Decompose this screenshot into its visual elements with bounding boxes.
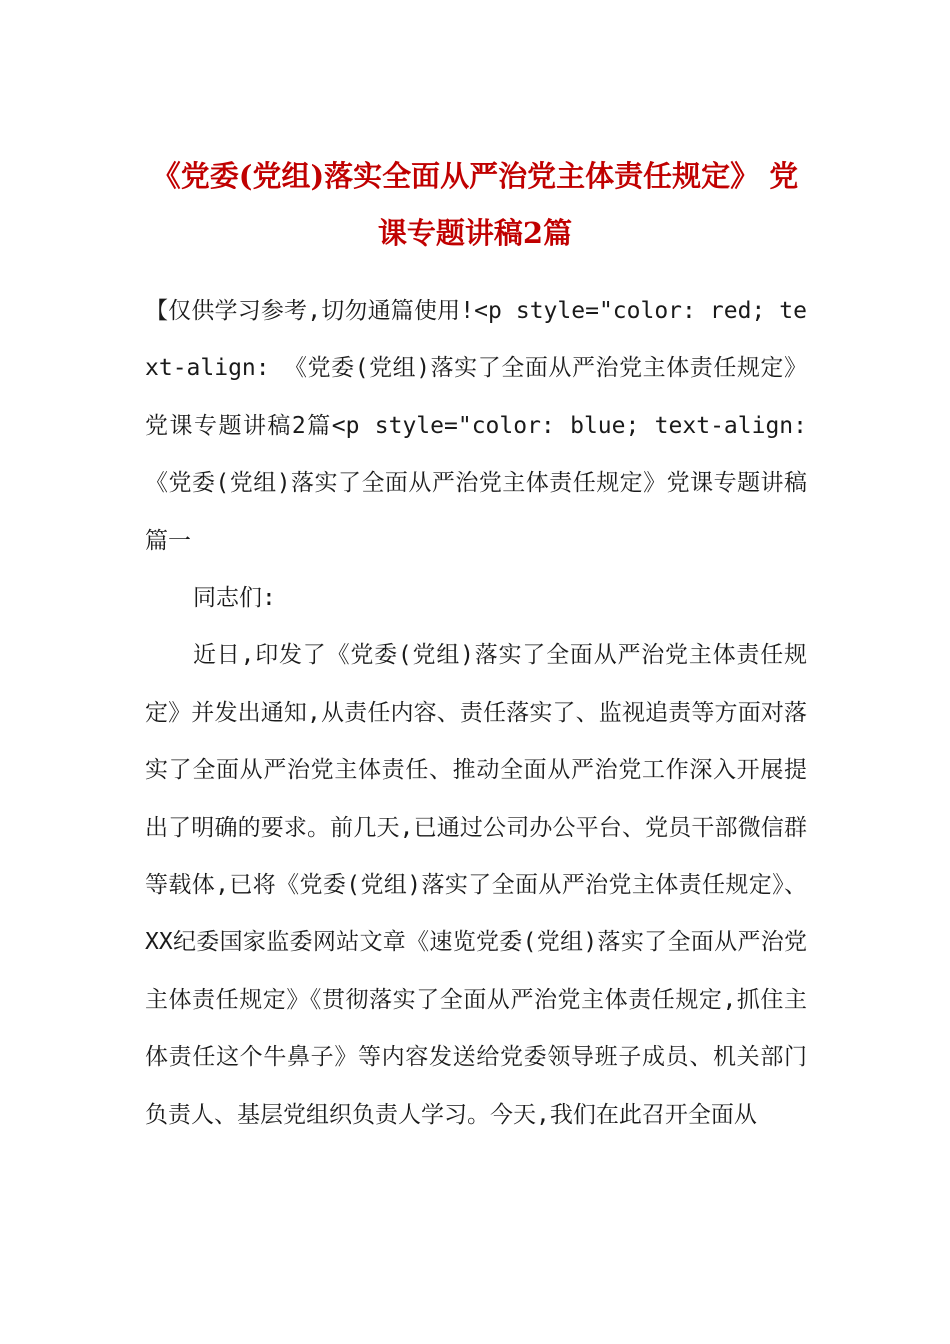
- salutation-paragraph: 同志们:: [193, 585, 276, 612]
- intro-paragraph: 【仅供学习参考,切勿通篇使用!<p style="color: red; text-align: 《党委(党组)落实了全面从严治党主体责任规定》 党课专题讲稿2篇<p style="color: blue; text-align: 《党委(党组)落实了全面从严治党主体责任规定》党课专题讲稿篇一: [145, 298, 807, 554]
- body-paragraph: 近日,印发了《党委(党组)落实了全面从严治党主体责任规定》并发出通知,从责任内容、责任落实了、监视追责等方面对落实了全面从严治党主体责任、推动全面从严治党工作深入开展提出了明确的要求。前几天,已通过公司办公平台、党员干部微信群等载体,已将《党委(党组)落实了全面从严治党主体责任规定》、XX纪委国家监委网站文章《速览党委(党组)落实了全面从严治党主体责任规定》《贯彻落实了全面从严治党主体责任规定,抓住主体责任这个牛鼻子》等内容发送给党委领导班子成员、机关部门负责人、基层党组织负责人学习。今天,我们在此召开全面从: [145, 642, 807, 1128]
- document-body: [145, 283, 807, 1144]
- document-title: 《党委(党组)落实全面从严治党主体责任规定》 党课专题讲稿2篇: [151, 159, 799, 250]
